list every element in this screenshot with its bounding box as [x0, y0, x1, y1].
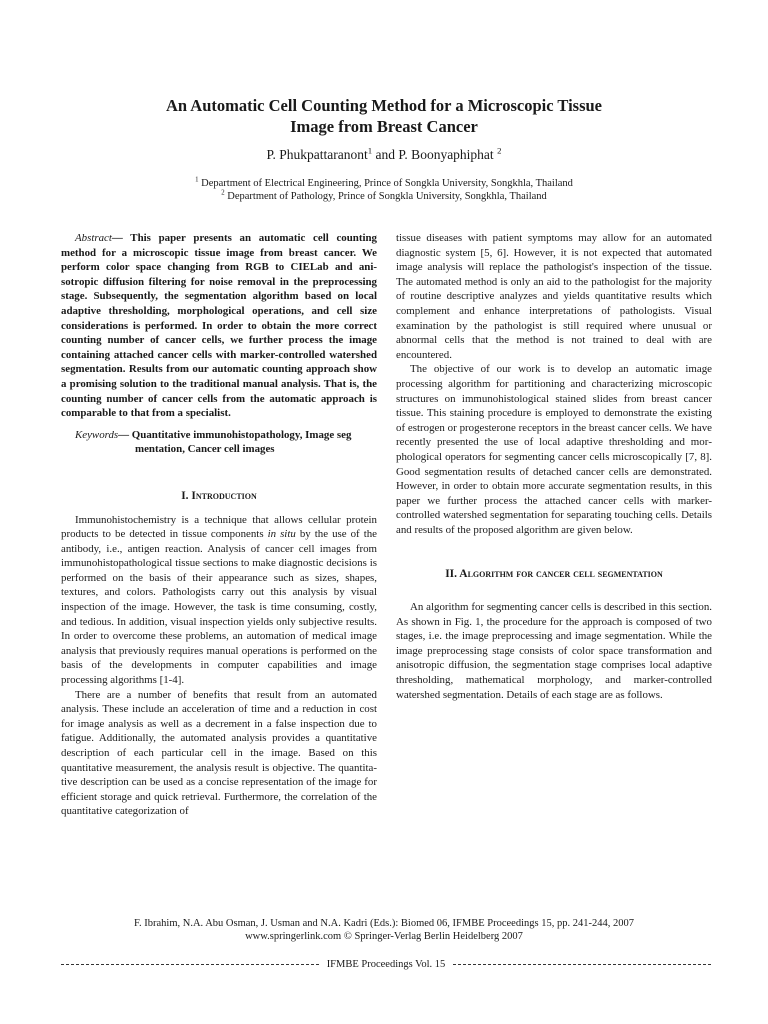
footer-proceedings-label: IFMBE Proceedings Vol. 15: [326, 959, 446, 970]
author-list: [0, 147, 768, 163]
affiliation-1-mark: 1: [195, 176, 199, 184]
title-line-1: An Automatic Cell Counting Method for a Microscopic Tissue: [165, 96, 603, 115]
affiliation-1: [0, 177, 768, 190]
intro-paragraph-4: The objective of our work is to develop an automatic image processing algorithm for partitioning and characterizing microscopic structures on immunohistological stained slides from breast cancer tissue. This staining procedure is employed to demonstrate the existing of estrogen or progesterone receptors in the breast cancer cells. We have recently presented the use of local adaptive thresholding and morphological operators for segmenting cancer cells microscopically [7, 8]. Good segmentation results of detached cancer cells are demonstrated. However, in order to obtain more accurate segmentation results, in this paper we further process the attached cancer cells with marker-controlled watershed segmentation for separating touching cells. Details and results of the proposed algorithm are given below.: [396, 363, 712, 536]
left-column: [61, 231, 377, 819]
footer-line-1: F. Ibrahim, N.A. Abu Osman, J. Usman and N.A. Kadri (Eds.): Biomed 06, IFMBE Proceedings 15, pp. 241-244, 2007: [134, 918, 634, 929]
dashed-rule-left: [61, 964, 319, 965]
intro-paragraph-1: [61, 513, 377, 688]
author-1-affil-mark: 1: [367, 145, 373, 156]
author-2-affil-mark: 2: [497, 145, 502, 156]
section-heading-introduction: I. Introduction: [181, 489, 257, 502]
footer-proceedings-rule: [61, 959, 711, 970]
keywords: [61, 428, 377, 457]
intro-p1-italic: in situ: [267, 528, 296, 541]
dashed-rule-right: [453, 964, 711, 965]
title-line-2: Image from Breast Cancer: [290, 117, 478, 136]
abstract-label: Abstract: [75, 232, 112, 244]
intro-paragraph-2: There are a number of benefits that result from an automated analysis. These include an acceleration of time and a reduction in cost for image analysis as well as a decrement in a false inspection due to fatigue. Additionally, the automated analysis provides a quantitative description of each particular cell in the image. Based on this quantitative measurement, the analysis result is objective. The quantitative description can be used as a concise representation of the image for efficient storage and quick retrieval. Furthermore, the correlation of the quantitative categorization of: [61, 688, 377, 818]
affiliation-2-text: Department of Pathology, Prince of Songkla University, Songkhla, Thailand: [227, 191, 547, 202]
author-2: P. Boonyaphiphat: [398, 147, 494, 162]
algorithm-paragraph-1: An algorithm for segmenting cancer cells is described in this section. As shown in Fig. 1, the procedure for the approach is composed of two stages, i.e. the image preprocessing and image segmentation. While the image preprocessing stage consists of color space transformation and anisotropic diffusion, the segmentation stage comprises local adaptive thresholding, mathematical morphology, and marker-controlled watershed segmentation. Details of each stage are as follows.: [396, 601, 712, 701]
intro-p1-text-b: by the use of the antibody, i.e., antigen reaction. Analysis of cancer cell images from immunohistopathological tissue sections to make diagnostic decisions is performed on the basis of their appearance such as sizes, shapes, textures, and colors. Pathologists carry out this analysis by visual inspection of the image. However, the task is time consuming, costly, and tedious. In addition, visual inspection yields only subjective results. In order to overcome these problems, an automation of medical image analysis that previously requires manual operations is performed on the basis of the developments in computer capabilities and image processing algorithms [1-4].: [61, 528, 377, 687]
intro-p1-text-a: Immunohistochemistry is a technique that allows cellular protein products to be detected in tissue components: [61, 513, 377, 541]
author-conjunction: and: [372, 147, 399, 162]
intro-paragraph-3: tissue diseases with patient symptoms may allow for an automated diagnostic system [5, 6]. However, it is not expected that automated image analysis will replace the pathologist's inspection of the tissue. The automated method is only an aid to the pathologist for the majority of routine descriptive analyzes and yields quantitative results which complement and enhance interpretations of pathologists. Visual examination by the pathologist is still required where unusual or abnormal cells that the method is not trained to deal with are encountered.: [396, 232, 712, 361]
abstract: [61, 231, 377, 421]
affiliation-1-text: Department of Electrical Engineering, Prince of Songkla University, Songkhla, Thailand: [201, 178, 573, 189]
paper-title: [0, 95, 768, 137]
footer-line-2: www.springerlink.com © Springer-Verlag Berlin Heidelberg 2007: [245, 931, 523, 942]
section-heading-algorithm: II. Algorithm for cancer cell segmentation: [445, 568, 663, 581]
affiliation-2-mark: 2: [221, 189, 225, 197]
affiliation-2: [0, 190, 768, 203]
keywords-text-2: mentation, Cancer cell images: [135, 443, 275, 456]
author-1: P. Phukpattaranont: [266, 147, 368, 162]
keywords-label: Keywords: [75, 428, 119, 441]
abstract-text: — This paper presents an automatic cell counting method for a microscopic tissue image from breast cancer. We perform color space changing from RGB to CIELab and anisotropic diffusion filtering for noise removal in the preprocessing stage. Subsequently, the segmentation algorithm based on local adaptive thresholding, morphological operations, and cell size considerations is performed. In order to obtain the more correct counting number of cancer cells, we further process the image containing attached cancer cells with marker-controlled watershed segmentation. Results from our automatic counting approach show a promising solution to the traditional manual analysis. That is, the counting number of cancer cells from the automatic approach is comparable to that from a specialist.: [61, 232, 377, 420]
keywords-text-1: — Quantitative immunohistopathology, Image seg: [118, 428, 352, 441]
footer-citation: [0, 917, 768, 943]
affiliations: [0, 177, 768, 203]
right-column: [396, 231, 712, 702]
